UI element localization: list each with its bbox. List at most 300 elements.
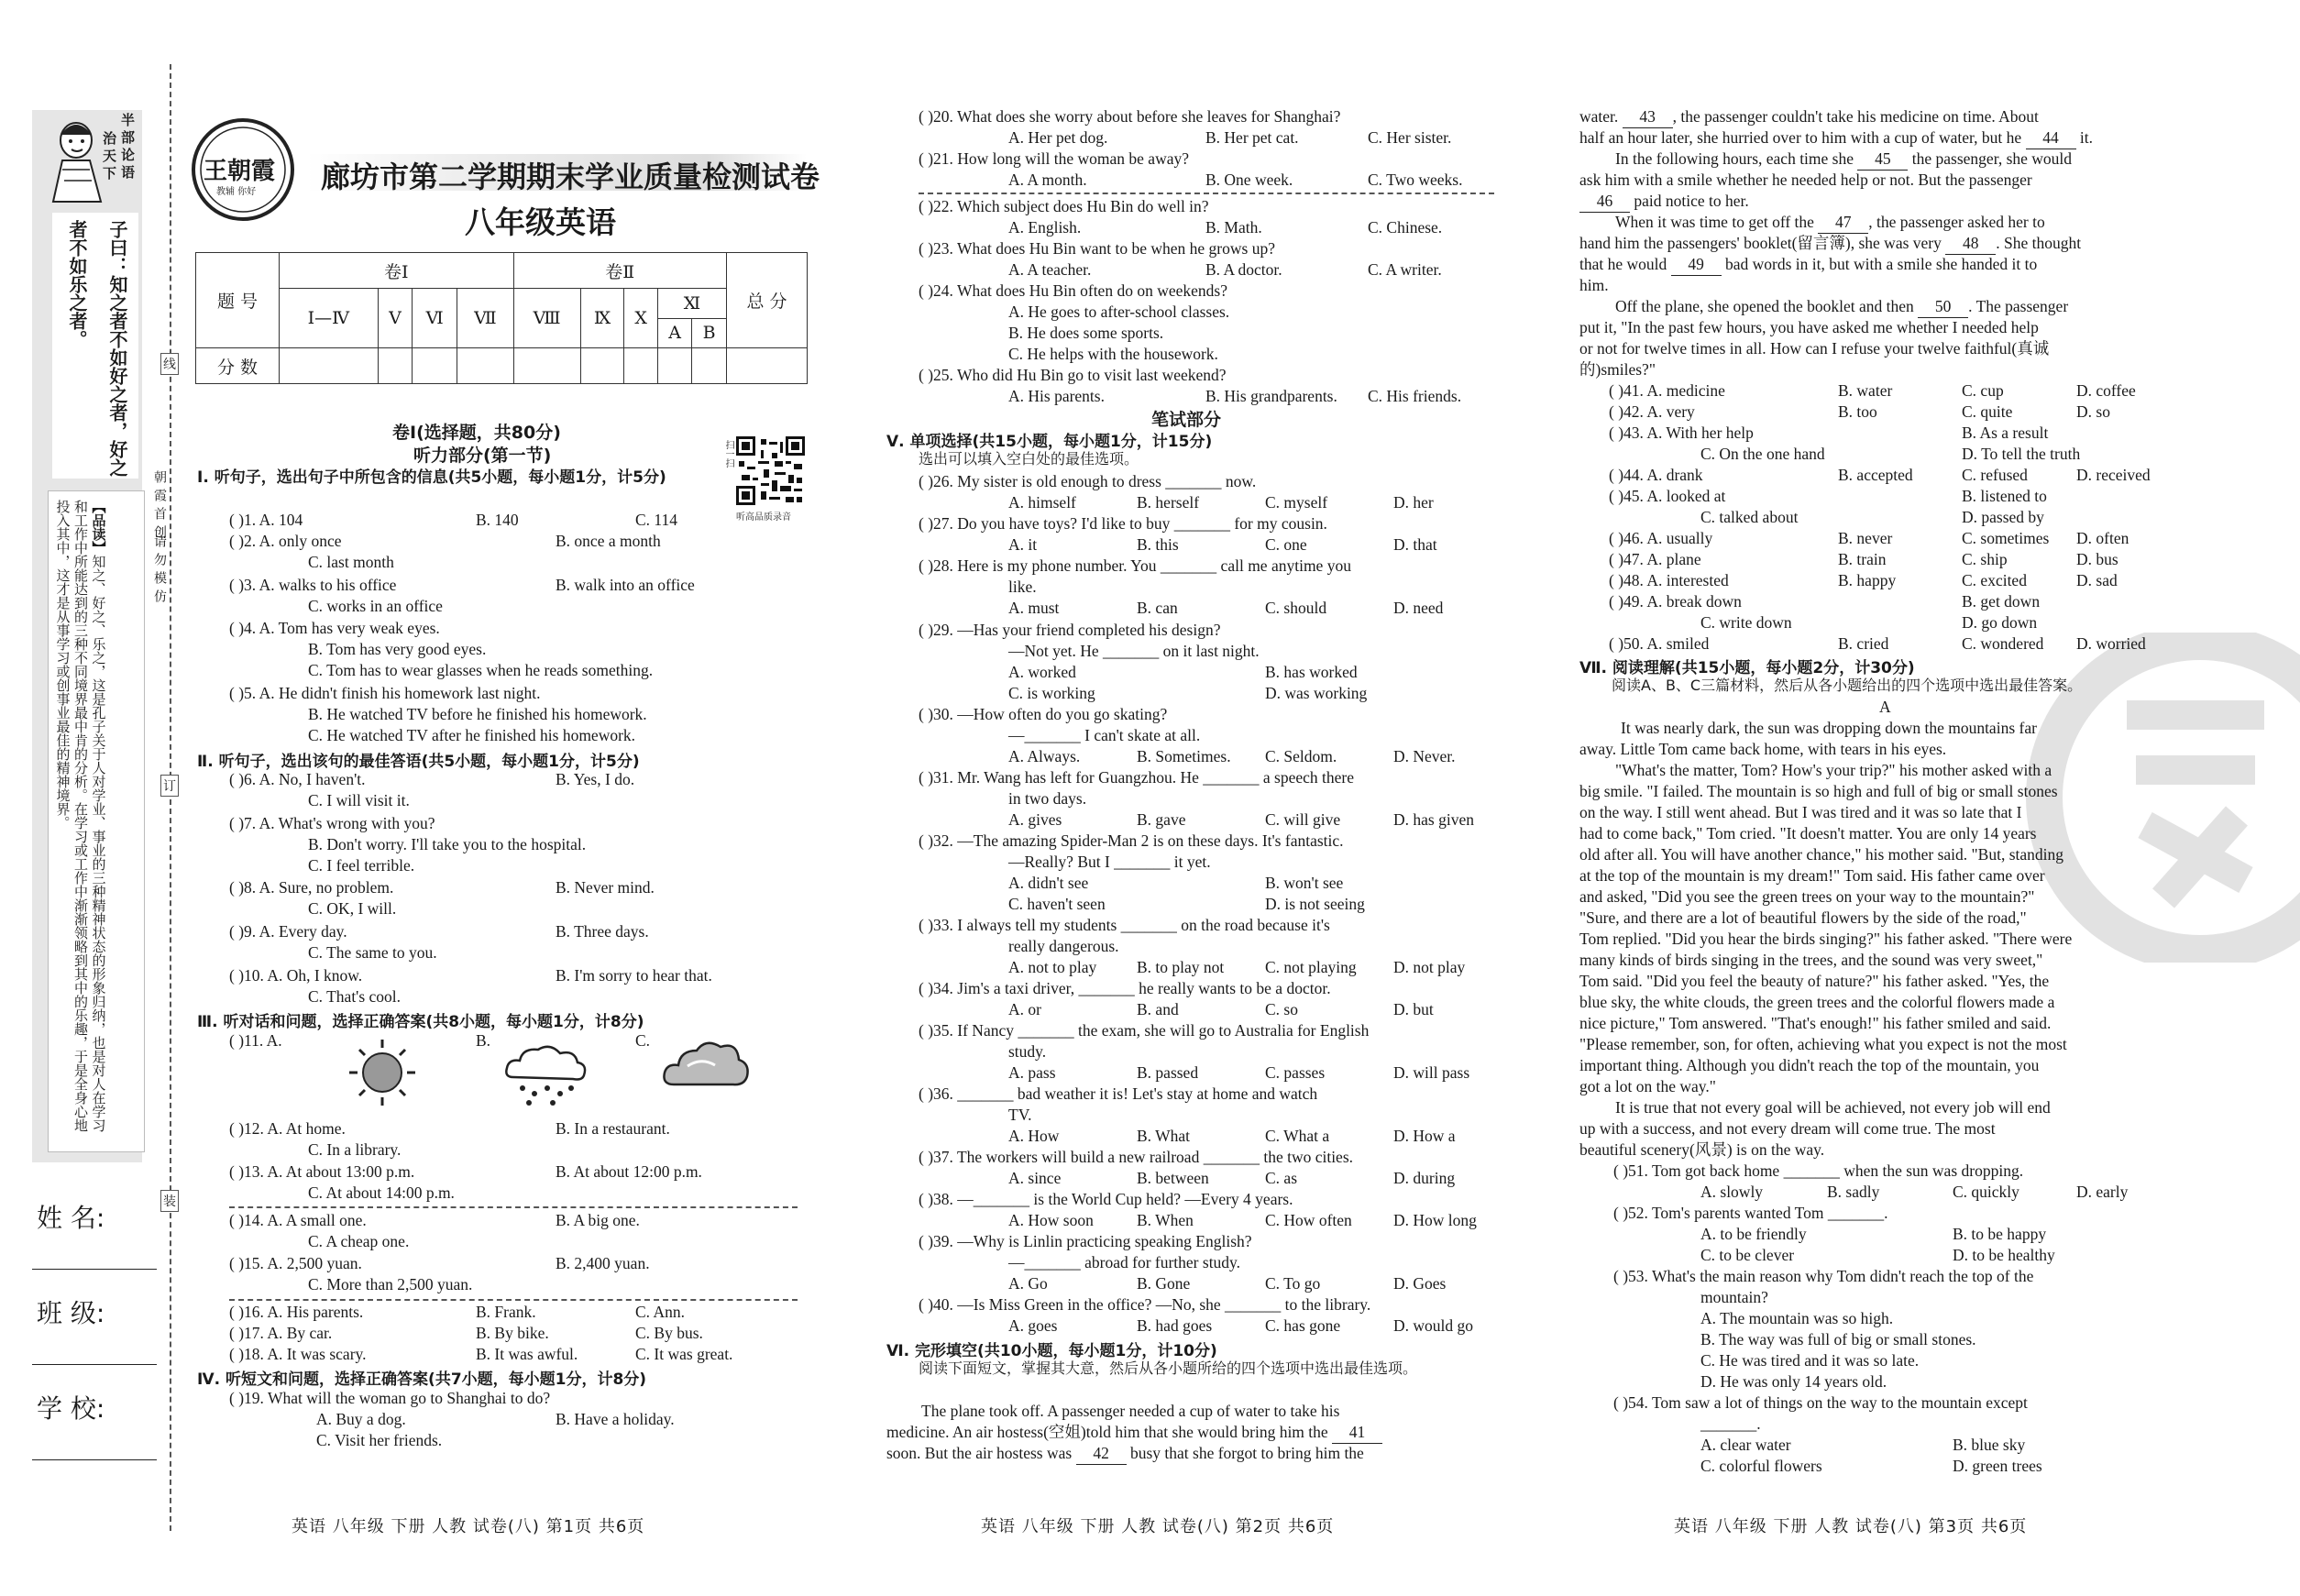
question-34[interactable]: ( )34. Jim's a taxi driver, _______ he really wants to be a doctor. [919,979,1331,997]
score-cell[interactable] [513,348,580,384]
option-b[interactable]: B. It was awful. [476,1345,578,1363]
option-b[interactable]: B. Three days. [556,922,649,941]
option-b[interactable]: B. 2,400 yuan. [556,1254,650,1272]
question-43[interactable]: ( )43. A. With her help [1609,424,1754,442]
question-40[interactable]: ( )40. —Is Miss Green in the office? —No, she _______ to the library. [919,1295,1371,1314]
option-c[interactable]: C. to be clever [1700,1246,1795,1264]
option-c[interactable]: C. Two weeks. [1368,171,1463,189]
question-25[interactable]: ( )25. Who did Hu Bin go to visit last weekend? [919,366,1227,384]
option-d[interactable]: D. during [1393,1169,1456,1187]
cloze-text: busy that she forgot to bring him the [1129,1444,1364,1462]
question-20[interactable]: ( )20. What does she worry about before she leaves for Shanghai? [919,107,1341,126]
score-cell[interactable] [692,348,727,384]
question-36[interactable]: ( )36. _______ bad weather it is! Let's stay at home and watch [919,1084,1318,1103]
field-class-line[interactable] [32,1364,157,1365]
option-b[interactable]: B. this [1137,535,1179,554]
option-c[interactable]: C. haven't seen [1008,895,1106,913]
cloze-blank-49[interactable]: 49 [1671,254,1722,276]
option-c[interactable]: C. How often [1265,1211,1352,1229]
divider [229,1299,798,1301]
question-45[interactable]: ( )45. A. looked at [1609,487,1726,505]
passage-line: many kinds of birds singing in the trees, and the sound was very sweet," [1579,951,2043,969]
option-d[interactable]: D. would go [1393,1316,1474,1335]
option-a[interactable]: A. A month. [1008,171,1087,189]
option-d[interactable]: D. not play [1393,958,1466,976]
option-b[interactable]: B. get down [1962,592,2041,611]
option-d[interactable]: D. to be healthy [1953,1246,2055,1264]
option-a[interactable]: A. must [1008,599,1060,617]
option-a[interactable]: A. or [1008,1000,1041,1018]
question-28-cont: like. [1008,578,1037,596]
question-54[interactable]: ( )54. Tom saw a lot of things on the way to the mountain except [1613,1393,2028,1412]
question-5[interactable]: ( )5. A. He didn't finish his homework last night. [229,684,541,702]
option-b[interactable]: B. Frank. [476,1303,536,1321]
score-col-b: B [692,318,727,348]
option-c[interactable]: C. write down [1700,613,1792,632]
question-27[interactable]: ( )27. Do you have toys? I'd like to buy _______ for my cousin. [919,514,1327,533]
question-6[interactable]: ( )6. A. No, I haven't. [229,770,366,788]
option-b[interactable]: B. Gone [1137,1274,1191,1293]
option-c[interactable]: C. 114 [635,511,678,529]
option-a[interactable]: A. since [1008,1169,1062,1187]
qr-caption-1: 扫一扫 [723,440,733,468]
option-d[interactable]: D. sad [2076,571,2118,589]
exam-title: 廊坊市第二学期期末学业质量检测试卷 [321,160,820,194]
option-d[interactable]: D. worried [2076,634,2146,653]
option-d[interactable]: D. Goes [1393,1274,1447,1293]
score-cell[interactable] [727,348,808,384]
option-c[interactable]: C. not playing [1265,958,1357,976]
option-c[interactable]: C. is working [1008,684,1095,702]
option-b[interactable]: B. can [1137,599,1178,617]
question-32[interactable]: ( )32. —The amazing Spider-Man 2 is on these days. It's fantastic. [919,831,1344,850]
question-8[interactable]: ( )8. A. Sure, no problem. [229,878,394,897]
option-a[interactable]: A. How [1008,1127,1060,1145]
passage-line: "Sure, and there are a lot of beautiful flowers by the side of the road," [1579,908,2027,927]
option-b[interactable]: B. has worked [1265,663,1358,681]
option-c[interactable]: C. Seldom. [1265,747,1337,765]
option-c[interactable]: C. At about 14:00 p.m. [308,1183,455,1202]
option-b[interactable]: B. 140 [476,511,519,529]
cloze-text: it. [2079,128,2093,147]
option-d[interactable]: D. To tell the truth [1962,445,2081,463]
score-cell[interactable] [580,348,623,384]
score-cell[interactable] [280,348,379,384]
option-a[interactable]: A. gives [1008,810,1062,829]
question-42[interactable]: ( )42. A. very [1609,402,1695,421]
passage-label-a: A [1879,698,1891,716]
question-52[interactable]: ( )52. Tom's parents wanted Tom _______. [1613,1204,1888,1222]
score-row-label: 分 数 [196,348,280,384]
passage-line: and asked, "Did you see the green trees on your way to the mountain?" [1579,887,2035,906]
part-title: 卷Ⅰ(选择题，共80分) [392,423,561,443]
passage-line: at the top of the mountain is my dream!" Tom said. His father came over [1579,866,2045,885]
cloze-blank-48[interactable]: 48 [1945,233,1996,255]
option-a[interactable]: A. Her pet dog. [1008,128,1108,147]
option-b[interactable]: B. and [1137,1000,1179,1018]
cloze-blank-42[interactable]: 42 [1076,1443,1127,1465]
question-33[interactable]: ( )33. I always tell my students _______ on the road because it's [919,916,1330,934]
option-a[interactable]: A. His parents. [1008,387,1105,405]
option-a[interactable]: A. didn't see [1008,874,1089,892]
question-30[interactable]: ( )30. —How often do you go skating? [919,705,1168,723]
cloze-line-8 [1579,191,1749,213]
option-c[interactable]: C. More than 2,500 yuan. [308,1275,473,1293]
cloze-line-4 [1579,106,2039,128]
option-b[interactable]: B. Don't worry. I'll take you to the hospital. [308,835,587,853]
option-a[interactable]: A. Go [1008,1274,1048,1293]
question-54-cont: _______. [1700,1414,1761,1433]
question-18[interactable]: ( )18. A. It was scary. [229,1345,367,1363]
option-c[interactable]: C. By bus. [635,1324,703,1342]
section-6-instruction: 阅读下面短文，掌握其大意，然后从各小题所给的四个选项中选出最佳选项。 [919,1359,1418,1377]
score-col: Ⅹ [624,289,658,348]
option-c[interactable]: C. quickly [1953,1183,2019,1201]
option-b[interactable]: B. water [1838,381,1893,400]
question-31[interactable]: ( )31. Mr. Wang has left for Guangzhou. He _______ a speech there [919,768,1355,787]
question-36-cont: TV. [1008,1106,1032,1124]
question-28[interactable]: ( )28. Here is my phone number. You _______ call me anytime you [919,556,1351,575]
question-7[interactable]: ( )7. A. What's wrong with you? [229,814,435,832]
question-10[interactable]: ( )10. A. Oh, I know. [229,966,363,985]
question-51[interactable]: ( )51. Tom got back home _______ when the sun was dropping. [1613,1161,2024,1180]
option-c[interactable]: C. It was great. [635,1345,733,1363]
cloze-line-15: or not for twelve times in all. How can I refuse your twelve faithful(真诚 [1579,339,2050,358]
option-d[interactable]: D. received [2076,466,2151,484]
option-c[interactable]: C. wondered [1962,634,2044,653]
option-d[interactable]: D. passed by [1962,508,2044,526]
question-22[interactable]: ( )22. Which subject does Hu Bin do well in? [919,197,1209,215]
option-d[interactable]: D. has given [1393,810,1474,829]
option-b[interactable]: B. accepted [1838,466,1913,484]
option-c[interactable]: C. one [1265,535,1307,554]
option-c[interactable]: C. last month [308,553,394,571]
option-c[interactable]: C. I will visit it. [308,791,410,809]
option-b[interactable]: B. A doctor. [1205,260,1282,279]
option-b[interactable]: B. Her pet cat. [1205,128,1299,147]
question-35[interactable]: ( )35. If Nancy _______ the exam, she will go to Australia for English [919,1021,1370,1040]
score-cell[interactable] [457,348,513,384]
option-b[interactable]: B. Yes, I do. [556,770,635,788]
question-29[interactable]: ( )29. —Has your friend completed his design? [919,621,1221,639]
option-a[interactable]: A. to be friendly [1700,1225,1807,1243]
cloze-text: the passenger, she would [1911,149,2073,168]
option-d[interactable]: D. green trees [1953,1457,2042,1475]
option-c[interactable]: C. On the one hand [1700,445,1825,463]
option-b[interactable]: B. too [1838,402,1877,421]
option-c[interactable]: C. Ann. [635,1303,685,1321]
option-c[interactable]: C. That's cool. [308,987,402,1006]
option-b[interactable]: B. His grandparents. [1205,387,1337,405]
field-name-label: 姓 名: [37,1203,105,1233]
score-cell[interactable] [658,348,692,384]
option-b[interactable]: B. What [1137,1127,1191,1145]
option-b[interactable]: B. In a restaurant. [556,1119,670,1138]
cloze-text: bad words in it, but with a smile she handed it to [1725,255,2038,273]
option-b[interactable]: B. gave [1137,810,1186,829]
option-d[interactable]: D. bus [2076,550,2118,568]
question-37[interactable]: ( )37. The workers will build a new railroad _______ the two cities. [919,1148,1354,1166]
option-c[interactable]: C. ship [1962,550,2008,568]
question-21[interactable]: ( )21. How long will the woman be away? [919,149,1189,168]
option-c[interactable]: C. colorful flowers [1700,1457,1822,1475]
option-d[interactable]: D. was working [1265,684,1368,702]
option-a[interactable]: A. How soon [1008,1211,1094,1229]
question-26[interactable]: ( )26. My sister is old enough to dress _______ now. [919,472,1257,490]
option-b[interactable]: B. once a month [556,532,661,550]
passage-line: beautiful scenery(风景) is on the way. [1579,1140,1825,1159]
option-c[interactable]: C. A cheap one. [308,1232,410,1250]
option-c[interactable]: C. Her sister. [1368,128,1452,147]
option-b[interactable]: B. [476,1031,491,1050]
cloze-text: Off the plane, she opened the booklet and then [1615,297,1914,315]
option-b[interactable]: B. When [1137,1211,1194,1229]
option-d[interactable]: D. is not seeing [1265,895,1365,913]
question-23[interactable]: ( )23. What does Hu Bin want to be when he grows up? [919,239,1275,258]
score-col: Ⅺ [658,289,727,319]
option-c[interactable]: C. sometimes [1962,529,2050,547]
cloze-text: water. [1579,107,1619,126]
option-a[interactable]: A. pass [1008,1063,1056,1082]
question-50[interactable]: ( )50. A. smiled [1609,634,1710,653]
option-d[interactable]: D. so [2076,402,2110,421]
cloze-text: . The passenger [1968,297,2069,315]
option-c[interactable]: C. quite [1962,402,2013,421]
option-c[interactable]: C. What a [1265,1127,1330,1145]
exam-subtitle: 八年级英语 [465,204,616,240]
option-a[interactable]: A. The mountain was so high. [1700,1309,1894,1327]
option-d[interactable]: D. that [1393,535,1437,554]
question-9[interactable]: ( )9. A. Every day. [229,922,347,941]
option-c[interactable]: C. He helps with the housework. [1008,345,1218,363]
option-a[interactable]: A. not to play [1008,958,1097,976]
passage-line: blue sky, the white clouds, the green trees and the colorful flowers made a [1579,993,2055,1011]
cloze-text: that he would [1579,255,1667,273]
option-c[interactable]: C. so [1265,1000,1298,1018]
option-c[interactable]: C. I feel terrible. [308,856,415,875]
footer-page-3: 英语 八年级 下册 人教 试卷(八) 第3页 共6页 [1674,1517,2028,1536]
option-b[interactable]: B. Tom has very good eyes. [308,640,487,658]
option-b[interactable]: B. passed [1137,1063,1199,1082]
cloze-blank-41[interactable]: 41 [1332,1422,1382,1444]
option-c[interactable]: C. passes [1265,1063,1326,1082]
option-b[interactable]: B. One week. [1205,171,1293,189]
option-d[interactable]: D. often [2076,529,2129,547]
option-c[interactable]: C. has gone [1265,1316,1341,1335]
option-c[interactable]: C. works in an office [308,597,443,615]
option-b[interactable]: B. blue sky [1953,1436,2026,1454]
option-b[interactable]: B. between [1137,1169,1209,1187]
option-c[interactable]: C. refused [1962,466,2028,484]
score-col: Ⅵ [413,289,457,348]
cloze-text: In the following hours, each time she [1615,149,1854,168]
option-c[interactable]: C. He watched TV after he finished his homework. [308,726,636,744]
option-b[interactable]: B. never [1838,529,1893,547]
option-d[interactable]: D. How a [1393,1127,1456,1145]
question-24[interactable]: ( )24. What does Hu Bin often do on weekends? [919,281,1227,300]
cloze-blank-47[interactable]: 47 [1818,212,1868,234]
qr-code[interactable] [736,436,805,505]
cloze-line-16: 的)smiles?" [1579,360,1656,379]
option-b[interactable]: B. He does some sports. [1008,324,1164,342]
option-a[interactable]: A. worked [1008,663,1076,681]
cloze-line-13 [1615,296,2068,318]
score-cell[interactable] [378,348,412,384]
option-a[interactable]: A. A teacher. [1008,260,1092,279]
cloze-text: half an hour later, she hurried over to him with a cup of water, but he [1579,128,2022,147]
question-31-cont: in two days. [1008,789,1087,808]
option-c[interactable]: C. Visit her friends. [316,1431,443,1449]
option-b[interactable]: B. train [1838,550,1887,568]
question-15[interactable]: ( )15. A. 2,500 yuan. [229,1254,362,1272]
field-name-line[interactable] [32,1269,157,1270]
option-c[interactable]: C. Tom has to wear glasses when he reads something. [308,661,654,679]
option-b[interactable]: B. Never mind. [556,878,655,897]
option-b[interactable]: B. He watched TV before he finished his homework. [308,705,647,723]
question-47[interactable]: ( )47. A. plane [1609,550,1701,568]
option-c[interactable]: C. myself [1265,493,1328,512]
option-d[interactable]: D. coffee [2076,381,2136,400]
option-c[interactable]: C. [635,1031,651,1050]
option-c[interactable]: C. His friends. [1368,387,1462,405]
footer-page-1: 英语 八年级 下册 人教 试卷(八) 第1页 共6页 [292,1517,645,1536]
option-b[interactable]: B. listened to [1962,487,2047,505]
rain-icon[interactable] [500,1040,591,1109]
question-39[interactable]: ( )39. —Why is Linlin practicing speaking English? [919,1232,1252,1250]
score-col: Ⅷ [513,289,580,348]
option-d[interactable]: D. but [1393,1000,1434,1018]
option-a[interactable]: A. it [1008,535,1038,554]
option-d[interactable]: D. her [1393,493,1434,512]
option-c[interactable]: C. He was tired and it was so late. [1700,1351,1920,1370]
cloze-blank-50[interactable]: 50 [1918,296,1968,318]
question-38[interactable]: ( )38. —_______ is the World Cup held? —Every 4 years. [919,1190,1293,1208]
option-b[interactable]: B. A big one. [556,1211,640,1229]
question-4[interactable]: ( )4. A. Tom has very weak eyes. [229,619,440,637]
option-b[interactable]: B. By bike. [476,1324,549,1342]
pindu-title: 【品读】 [90,500,107,555]
score-cell[interactable] [413,348,457,384]
score-cell[interactable] [624,348,658,384]
section-2-title: Ⅱ. 听句子，选出该句的最佳答语(共5小题，每小题1分，计5分) [197,753,640,771]
option-b[interactable]: B. to be happy [1953,1225,2047,1243]
question-48[interactable]: ( )48. A. interested [1609,571,1729,589]
option-c[interactable]: C. cup [1962,381,2004,400]
cloze-blank-43[interactable]: 43 [1623,106,1673,128]
option-b[interactable]: B. sadly [1827,1183,1880,1201]
option-d[interactable]: D. go down [1962,613,2038,632]
option-a[interactable]: A. goes [1008,1316,1058,1335]
option-a[interactable]: A. clear water [1700,1436,1791,1454]
option-a[interactable]: A. Always. [1008,747,1081,765]
option-b[interactable]: B. happy [1838,571,1897,589]
option-d[interactable]: D. How long [1393,1211,1477,1229]
question-19[interactable]: ( )19. What will the woman go to Shanghai to do? [229,1389,551,1407]
question-11[interactable]: ( )11. A. [229,1031,282,1050]
question-14[interactable]: ( )14. A. A small one. [229,1211,367,1229]
question-12[interactable]: ( )12. A. At home. [229,1119,346,1138]
option-b[interactable]: B. Math. [1205,218,1262,237]
cloze-blank-46[interactable]: 46 [1579,191,1630,213]
section-5-title: Ⅴ. 单项选择(共15小题，每小题1分，计15分) [886,433,1213,451]
option-b[interactable]: B. At about 12:00 p.m. [556,1162,702,1181]
option-b[interactable]: B. won't see [1265,874,1344,892]
question-17[interactable]: ( )17. A. By car. [229,1324,333,1342]
option-c[interactable]: C. The same to you. [308,943,437,962]
cloze-text: paid notice to her. [1634,192,1749,210]
option-b[interactable]: B. As a result [1962,424,2049,442]
field-school-line[interactable] [32,1459,157,1460]
cloze-line-14: put it, "In the past few hours, you have asked me whether I needed help [1579,318,2039,336]
question-16[interactable]: ( )16. A. His parents. [229,1303,364,1321]
option-c[interactable]: C. as [1265,1169,1297,1187]
option-d[interactable]: D. early [2076,1183,2129,1201]
question-1[interactable]: ( )1. A. 104 [229,511,303,529]
passage-line: on the way. I still went ahead. But I was tired and it was so late that I [1579,803,2022,821]
option-b[interactable]: B. I'm sorry to hear that. [556,966,712,985]
sun-icon[interactable] [344,1036,422,1109]
option-a[interactable]: A. himself [1008,493,1076,512]
option-c[interactable]: C. In a library. [308,1140,402,1159]
option-b[interactable]: B. Have a holiday. [556,1410,675,1428]
option-b[interactable]: B. The way was full of big or small stones. [1700,1330,1976,1348]
option-c[interactable]: C. A writer. [1368,260,1442,279]
cloze-blank-45[interactable]: 45 [1857,149,1908,171]
option-a[interactable]: A. slowly [1700,1183,1764,1201]
question-33-cont: really dangerous. [1008,937,1119,955]
question-46[interactable]: ( )46. A. usually [1609,529,1713,547]
question-3[interactable]: ( )3. A. walks to his office [229,576,397,594]
option-b[interactable]: B. cried [1838,634,1889,653]
cloze-line-10 [1579,233,2081,255]
question-53[interactable]: ( )53. What's the main reason why Tom didn't reach the top of the [1613,1267,2034,1285]
option-c[interactable]: C. will give [1265,810,1341,829]
option-a[interactable]: A. He goes to after-school classes. [1008,303,1230,321]
question-44[interactable]: ( )44. A. drank [1609,466,1703,484]
passage-line: big smile. "I failed. The mountain is so high and full of big or small stones [1579,782,2058,800]
question-53-cont: mountain? [1700,1288,1768,1306]
option-d[interactable]: D. He was only 14 years old. [1700,1372,1887,1391]
question-13[interactable]: ( )13. A. At about 13:00 p.m. [229,1162,415,1181]
option-a[interactable]: A. Buy a dog. [316,1410,406,1428]
question-41[interactable]: ( )41. A. medicine [1609,381,1725,400]
option-d[interactable]: D. Never. [1393,747,1456,765]
option-c[interactable]: C. OK, I will. [308,899,397,918]
question-2[interactable]: ( )2. A. only once [229,532,342,550]
option-b[interactable]: B. had goes [1137,1316,1213,1335]
question-49[interactable]: ( )49. A. break down [1609,592,1742,611]
cloze-blank-44[interactable]: 44 [2026,127,2076,149]
sidebar-banner-top: 半部论语 [119,113,136,182]
option-c[interactable]: C. Chinese. [1368,218,1443,237]
sidebar-pindu [53,500,107,1141]
option-c[interactable]: C. To go [1265,1274,1321,1293]
option-b[interactable]: B. Sometimes. [1137,747,1231,765]
option-d[interactable]: D. need [1393,599,1444,617]
option-c[interactable]: C. talked about [1700,508,1799,526]
cloze-line-12: him. [1579,276,1609,294]
option-b[interactable]: B. to play not [1137,958,1225,976]
option-b[interactable]: B. walk into an office [556,576,695,594]
option-d[interactable]: D. will pass [1393,1063,1470,1082]
cloze-line-7: ask him with a smile whether he needed help or not. But the passenger [1579,171,2032,189]
cloud-icon[interactable] [660,1034,752,1094]
option-c[interactable]: C. excited [1962,571,2027,589]
passage-line: "What's the matter, Tom? How's your trip?" his mother asked with a [1615,761,2052,779]
option-b[interactable]: B. herself [1137,493,1200,512]
option-c[interactable]: C. should [1265,599,1327,617]
option-a[interactable]: A. English. [1008,218,1082,237]
